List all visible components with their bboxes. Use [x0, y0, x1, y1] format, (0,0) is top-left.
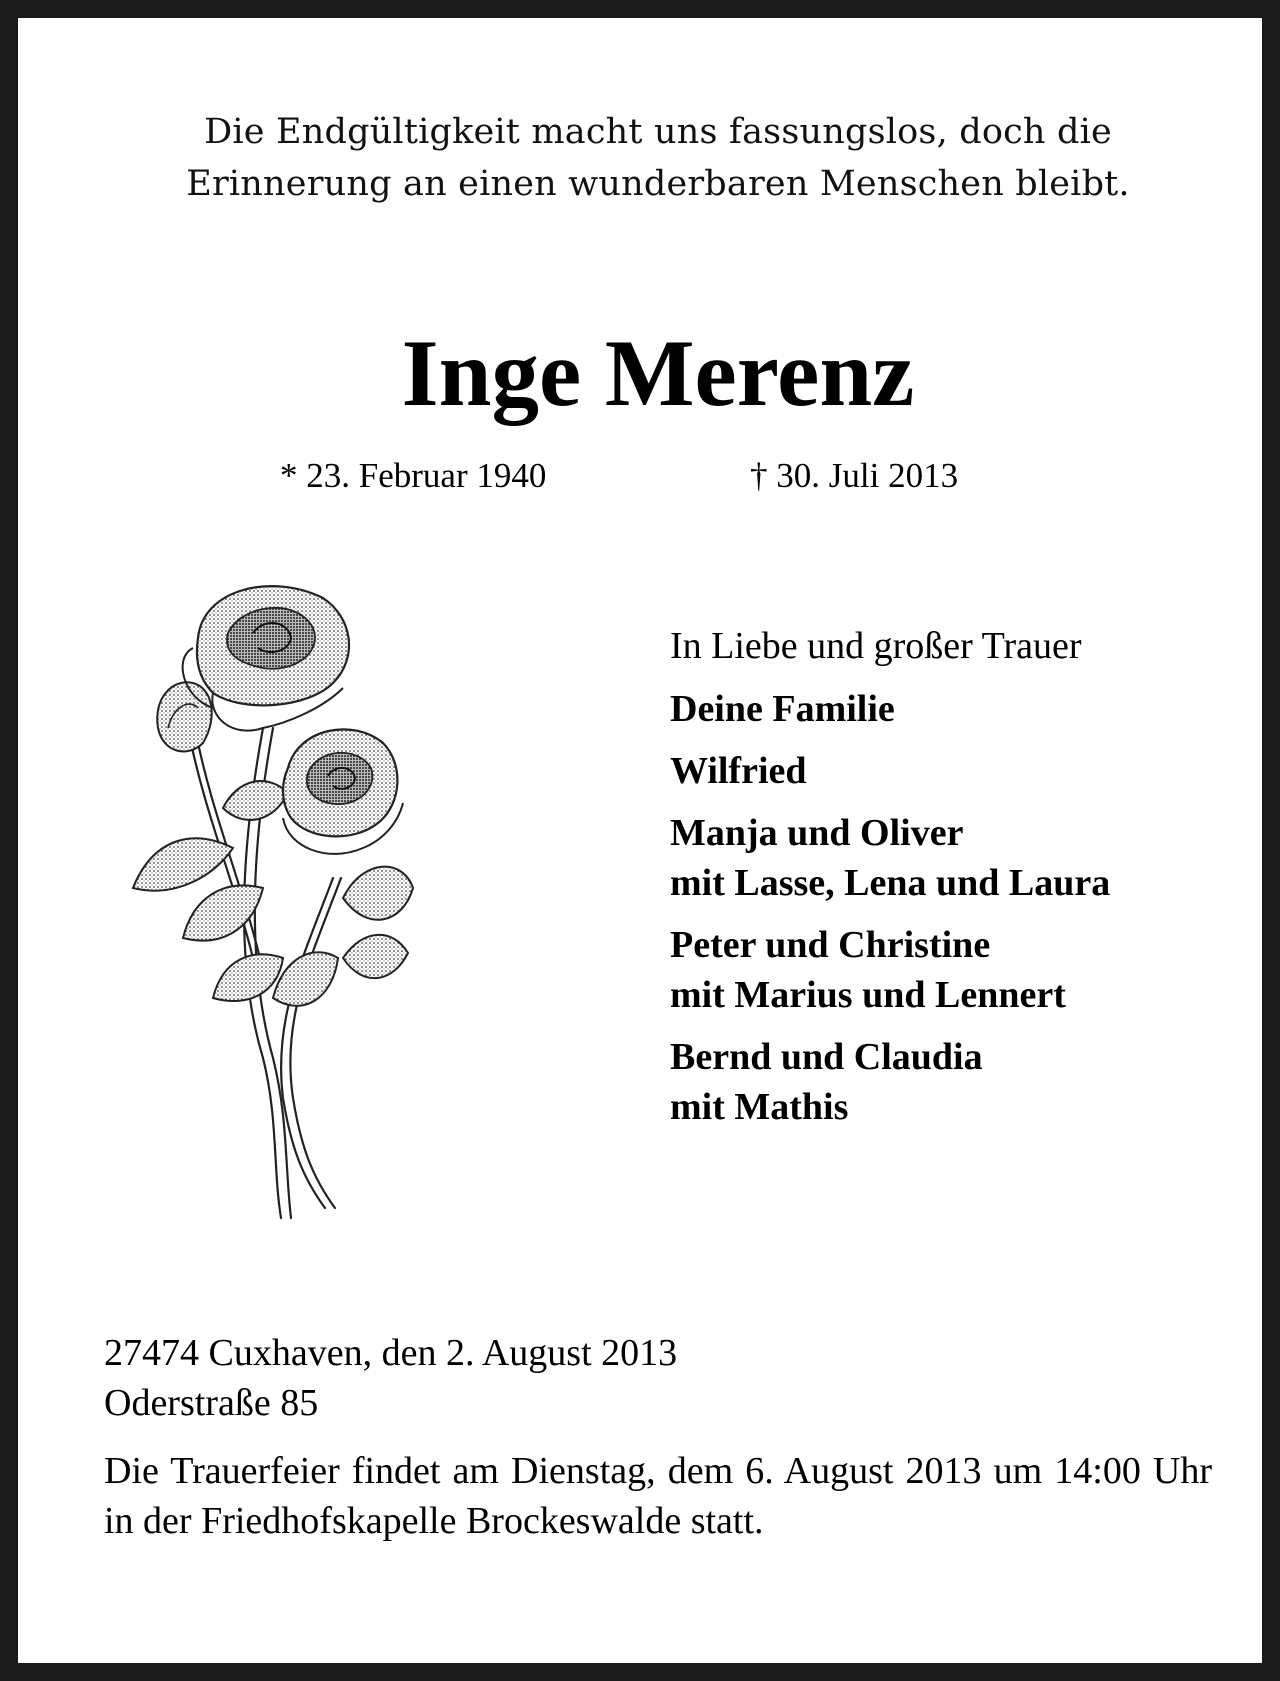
- death-date: † 30. Juli 2013: [750, 456, 959, 495]
- mourner-line: Deine Familie: [670, 688, 895, 730]
- mourner-line: mit Lasse, Lena und Laura: [670, 862, 1111, 904]
- mourner-line: Manja und Oliver: [670, 812, 964, 854]
- deceased-name: Inge Merenz: [401, 320, 915, 426]
- address-line-2: Oderstraße 85: [104, 1382, 319, 1424]
- service-notice: Die Trauerfeier findet am Dienstag, dem 6. August 2013 um 14:00 Uhr in der Friedhofskapelle Brockeswalde statt.: [104, 1450, 1212, 1542]
- mourner-line: Bernd und Claudia: [670, 1036, 983, 1078]
- rose-illustration-icon: [113, 578, 443, 1238]
- mourner-line: Peter und Christine: [670, 924, 991, 966]
- motto-line-1: Die Endgültigkeit macht uns fassungslos, doch die: [204, 112, 1112, 152]
- mourner-group: [670, 1032, 1230, 1132]
- mourner-group: [670, 920, 1230, 1020]
- motto-line-2: Erinnerung an einen wunderbaren Menschen bleibt.: [186, 164, 1130, 204]
- footer: [104, 1328, 1212, 1546]
- mourner-line: mit Marius und Lennert: [670, 974, 1066, 1016]
- mourner-group: [670, 746, 1230, 796]
- mourner-line: Wilfried: [670, 750, 807, 792]
- mourner-group: [670, 808, 1230, 908]
- mourner-line: mit Mathis: [670, 1086, 849, 1128]
- birth-date: * 23. Februar 1940: [280, 456, 547, 495]
- mourners-intro: In Liebe und großer Trauer: [670, 625, 1082, 667]
- address-line-1: 27474 Cuxhaven, den 2. August 2013: [104, 1332, 678, 1374]
- motto: [78, 106, 1238, 210]
- mourners-section: [670, 618, 1230, 1144]
- address-block: [104, 1328, 1212, 1428]
- mourner-group: [670, 684, 1230, 734]
